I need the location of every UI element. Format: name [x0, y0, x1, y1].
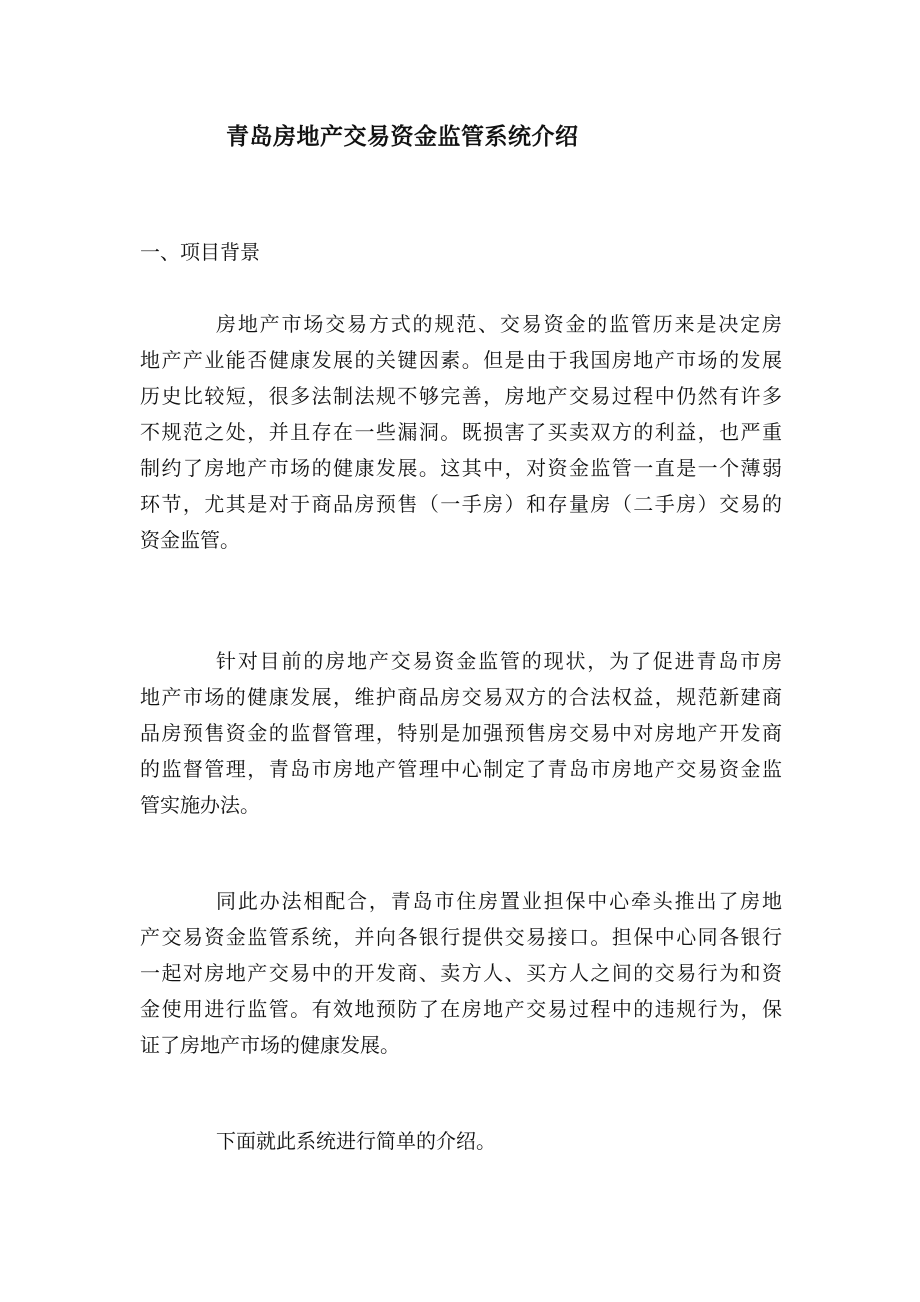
paragraph-line: 房地产市场交易方式的规范、交易资金的监管历来是决定房 — [216, 312, 782, 336]
paragraph-line: 品房预售资金的监督管理，特别是加强预售房交易中对房地产开发商 — [140, 721, 782, 745]
paragraph-line: 环节，尤其是对于商品房预售（一手房）和存量房（二手房）交易的 — [140, 492, 782, 516]
paragraph-line: 管实施办法。 — [140, 793, 260, 817]
paragraph-background — [140, 306, 782, 558]
paragraph-line: 地产产业能否健康发展的关键因素。但是由于我国房地产市场的发展 — [140, 348, 782, 372]
paragraph-line: 针对目前的房地产交易资金监管的现状，为了促进青岛市房 — [216, 649, 782, 673]
paragraph-line: 的监督管理，青岛市房地产管理中心制定了青岛市房地产交易资金监 — [140, 757, 782, 781]
paragraph-line: 制约了房地产市场的健康发展。这其中，对资金监管一直是一个薄弱 — [140, 456, 782, 480]
paragraph-line: 同此办法相配合，青岛市住房置业担保中心牵头推出了房地 — [216, 889, 782, 913]
paragraph-intro — [140, 1123, 782, 1159]
paragraph-system-launch — [140, 883, 782, 1063]
paragraph-current-status — [140, 643, 782, 823]
document-title: 青岛房地产交易资金监管系统介绍 — [226, 124, 579, 150]
paragraph-line: 下面就此系统进行简单的介绍。 — [216, 1129, 496, 1153]
paragraph-line: 资金监管。 — [140, 528, 240, 552]
paragraph-line: 金使用进行监管。有效地预防了在房地产交易过程中的违规行为，保 — [140, 997, 782, 1021]
paragraph-line: 一起对房地产交易中的开发商、卖方人、买方人之间的交易行为和资 — [140, 961, 782, 985]
paragraph-line: 产交易资金监管系统，并向各银行提供交易接口。担保中心同各银行 — [140, 925, 782, 949]
paragraph-line: 历史比较短，很多法制法规不够完善，房地产交易过程中仍然有许多 — [140, 384, 782, 408]
paragraph-line: 不规范之处，并且存在一些漏洞。既损害了买卖双方的利益，也严重 — [140, 420, 782, 444]
paragraph-line: 证了房地产市场的健康发展。 — [140, 1033, 400, 1057]
paragraph-line: 地产市场的健康发展，维护商品房交易双方的合法权益，规范新建商 — [140, 685, 782, 709]
section-heading: 一、项目背景 — [140, 240, 260, 264]
